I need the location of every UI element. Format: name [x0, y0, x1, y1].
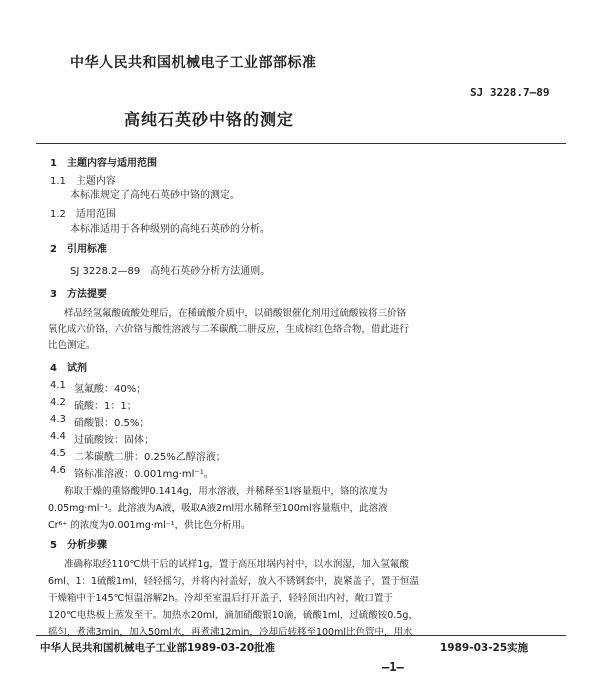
section-1-2-text: 本标准适用于各种级别的高纯石英砂的分析。: [70, 224, 270, 235]
section-5-heading: 5 分析步骤: [50, 540, 107, 551]
section-1-heading: 1 主题内容与适用范围: [50, 158, 157, 169]
section-4-heading: 4 试剂: [50, 363, 87, 374]
standard-number: SJ 3228.7—89: [470, 86, 550, 99]
section-3-line: 氧化成六价铬，六价铬与酸性溶液与二苯碳酰二肼反应，生成棕红色络合物，借此进行: [48, 324, 410, 335]
standard-solution-line: Cr⁶⁺ 的浓度为0.001mg·ml⁻¹，供比色分析用。: [48, 520, 251, 531]
reagent-text: 硫酸：1：1；: [74, 401, 137, 412]
approval-date: 中华人民共和国机械电子工业部1989-03-20批准: [40, 642, 276, 654]
reagent-number: 4.5: [50, 448, 66, 459]
section-3-heading: 3 方法提要: [50, 289, 107, 300]
section-2-text: SJ 3228.2—89 高纯石英砂分析方法通则。: [70, 266, 271, 277]
procedure-line: 摇匀，煮沸3min，加入50ml水，再煮沸12min，冷却后转移至100ml比色管中，用水: [48, 627, 413, 638]
reagent-text: 二苯碳酰二肼：0.25%乙醇溶液；: [74, 452, 226, 463]
section-2-heading: 2 引用标准: [50, 244, 107, 255]
reagent-number: 4.1: [50, 380, 66, 391]
reagent-text: 铬标准溶液：0.001mg·ml⁻¹。: [74, 469, 214, 480]
procedure-line: 120℃电热板上蒸发至干。加热水20ml，滴加硝酸银10滴，硫酸1ml，过硫酸铵0.5g，: [48, 610, 418, 621]
section-1-1-heading: 1.1 主题内容: [50, 176, 116, 187]
reagent-number: 4.3: [50, 414, 66, 425]
footer-rule: [36, 635, 566, 636]
procedure-line: 干燥箱中于145℃恒温溶解2h。冷却至室温后打开盖子，轻轻顶出内衬，敞口置于: [48, 593, 393, 604]
reagent-text: 过硫酸铵：固体；: [74, 435, 154, 446]
procedure-line: 准确称取经110℃烘干后的试样1g，置于高压坩埚内衬中，以水润湿，加入氢氟酸: [64, 559, 409, 570]
standard-solution-line: 0.05mg·ml⁻¹。此溶液为A液，吸取A液2ml用水稀释至100ml容量瓶中，此溶液: [48, 503, 388, 514]
implementation-date: 1989-03-25实施: [440, 642, 529, 654]
reagent-text: 氢氟酸：40%；: [74, 384, 147, 395]
section-1-2-heading: 1.2 适用范围: [50, 209, 116, 220]
issuing-agency: 中华人民共和国机械电子工业部部标准: [70, 55, 317, 71]
reagent-text: 硝酸银：0.5%；: [74, 418, 150, 429]
reagent-number: 4.6: [50, 465, 66, 476]
procedure-line: 6ml、1：1硫酸1ml，轻轻摇匀，并将内衬盖好，放入不锈钢套中，旋紧盖子，置于恒温: [48, 576, 419, 587]
page-number: —1—: [382, 660, 404, 674]
header-rule: [36, 143, 566, 144]
document-title: 高纯石英砂中铬的测定: [124, 110, 295, 129]
section-1-1-text: 本标准规定了高纯石英砂中铬的测定。: [70, 190, 240, 201]
section-3-line: 比色测定。: [48, 340, 96, 351]
standard-solution-line: 称取干燥的重铬酸钾0.1414g，用水溶液，并稀释至1l容量瓶中，铬的浓度为: [64, 486, 388, 497]
reagent-number: 4.2: [50, 397, 66, 408]
section-3-line: 样品经氢氟酸硫酸处理后，在稀硫酸介质中，以硝酸银催化剂用过硫酸铵将三价铬: [64, 308, 407, 319]
reagent-number: 4.4: [50, 431, 66, 442]
